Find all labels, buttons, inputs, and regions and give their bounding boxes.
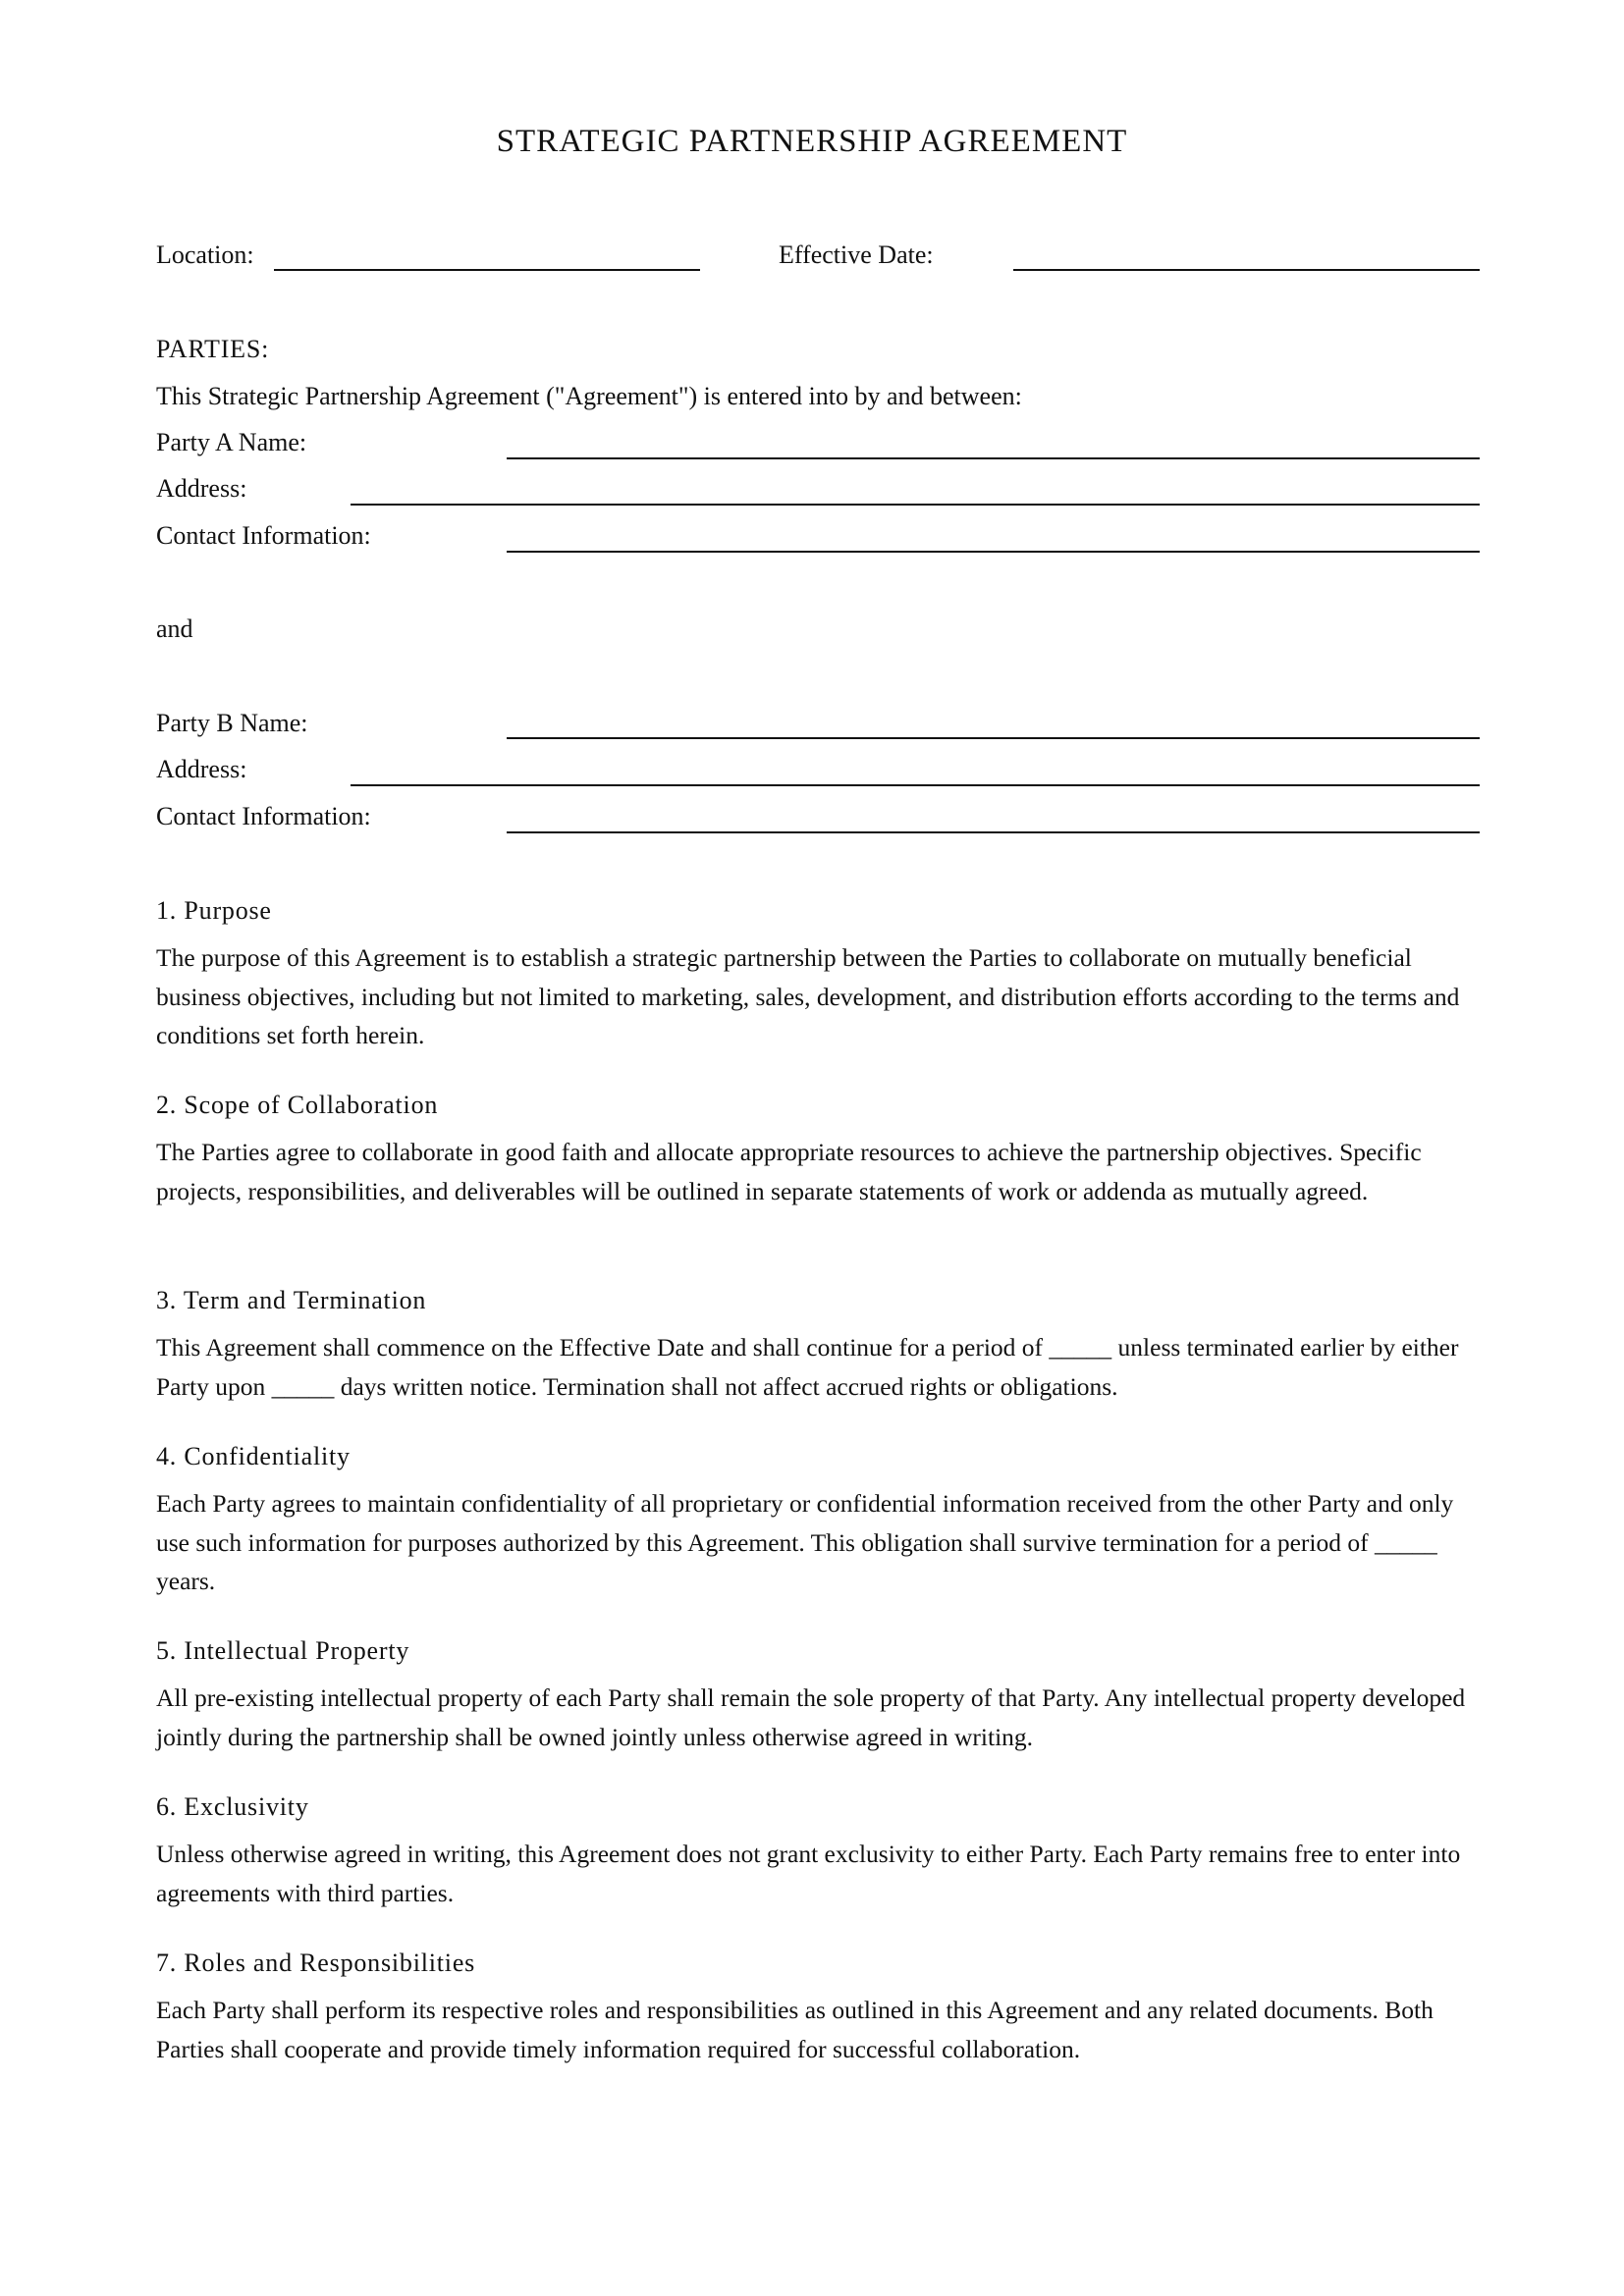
- party-a-name-field[interactable]: [507, 457, 1480, 459]
- party-a-name-label: Party A Name:: [156, 428, 307, 456]
- parties-heading: PARTIES:: [156, 335, 270, 363]
- party-b-name-label: Party B Name:: [156, 709, 308, 737]
- party-b-contact-field[interactable]: [507, 831, 1480, 833]
- party-a-address-label: Address:: [156, 474, 247, 503]
- section-body-roles: Each Party shall perform its respective roles and responsibilities as outlined in this Agreement and any related documents. Both Parties shall cooperate and provide timely information required for successful collaboration.: [156, 1996, 1434, 2063]
- section-body-confidentiality: Each Party agrees to maintain confidentiality of all proprietary or confidential information received from the other Party and only use such information for purposes authorized by this Agreement. This obligation shall survive termination for a period of _____ years.: [156, 1489, 1454, 1595]
- section-heading-ip: 5. Intellectual Property: [156, 1636, 410, 1665]
- effective-date-field[interactable]: [1013, 269, 1480, 271]
- parties-intro: This Strategic Partnership Agreement ("Agreement") is entered into by and between:: [156, 382, 1022, 410]
- section-heading-purpose: 1. Purpose: [156, 896, 272, 925]
- section-body-exclusivity: Unless otherwise agreed in writing, this Agreement does not grant exclusivity to either Party. Each Party remains free to enter into agreements with third parties.: [156, 1840, 1461, 1907]
- party-a-address-field[interactable]: [351, 504, 1480, 506]
- section-heading-term: 3. Term and Termination: [156, 1286, 427, 1314]
- section-body-purpose: The purpose of this Agreement is to establish a strategic partnership between the Parties to collaborate on mutually beneficial business objectives, including but not limited to marketing, sales, development, and distribution efforts according to the terms and conditions set forth herein.: [156, 943, 1460, 1049]
- party-a-contact-label: Contact Information:: [156, 521, 371, 550]
- document-title: STRATEGIC PARTNERSHIP AGREEMENT: [496, 124, 1128, 159]
- section-body-ip: All pre-existing intellectual property of each Party shall remain the sole property of that Party. Any intellectual property developed jointly during the partnership shall be owned jointly unless otherwise agreed in writing.: [156, 1683, 1466, 1751]
- location-field[interactable]: [274, 269, 700, 271]
- section-heading-scope: 2. Scope of Collaboration: [156, 1091, 439, 1119]
- and-text: and: [156, 614, 193, 643]
- effective-date-label: Effective Date:: [779, 240, 934, 269]
- section-body-scope: The Parties agree to collaborate in good faith and allocate appropriate resources to achieve the partnership objectives. Specific projects, responsibilities, and deliverables will be outlined in separate statements of work or addenda as mutually agreed.: [156, 1138, 1422, 1205]
- section-heading-exclusivity: 6. Exclusivity: [156, 1792, 309, 1821]
- location-label: Location:: [156, 240, 254, 269]
- section-body-term: This Agreement shall commence on the Effective Date and shall continue for a period of _____ unless terminated earlier by either Party upon _____ days written notice. Termination shall not affect accrued rights or obligations.: [156, 1333, 1459, 1401]
- party-b-address-label: Address:: [156, 755, 247, 783]
- section-heading-confidentiality: 4. Confidentiality: [156, 1442, 351, 1470]
- section-heading-roles: 7. Roles and Responsibilities: [156, 1949, 476, 1977]
- party-b-address-field[interactable]: [351, 784, 1480, 786]
- party-b-name-field[interactable]: [507, 737, 1480, 739]
- party-a-contact-field[interactable]: [507, 551, 1480, 553]
- party-b-contact-label: Contact Information:: [156, 802, 371, 830]
